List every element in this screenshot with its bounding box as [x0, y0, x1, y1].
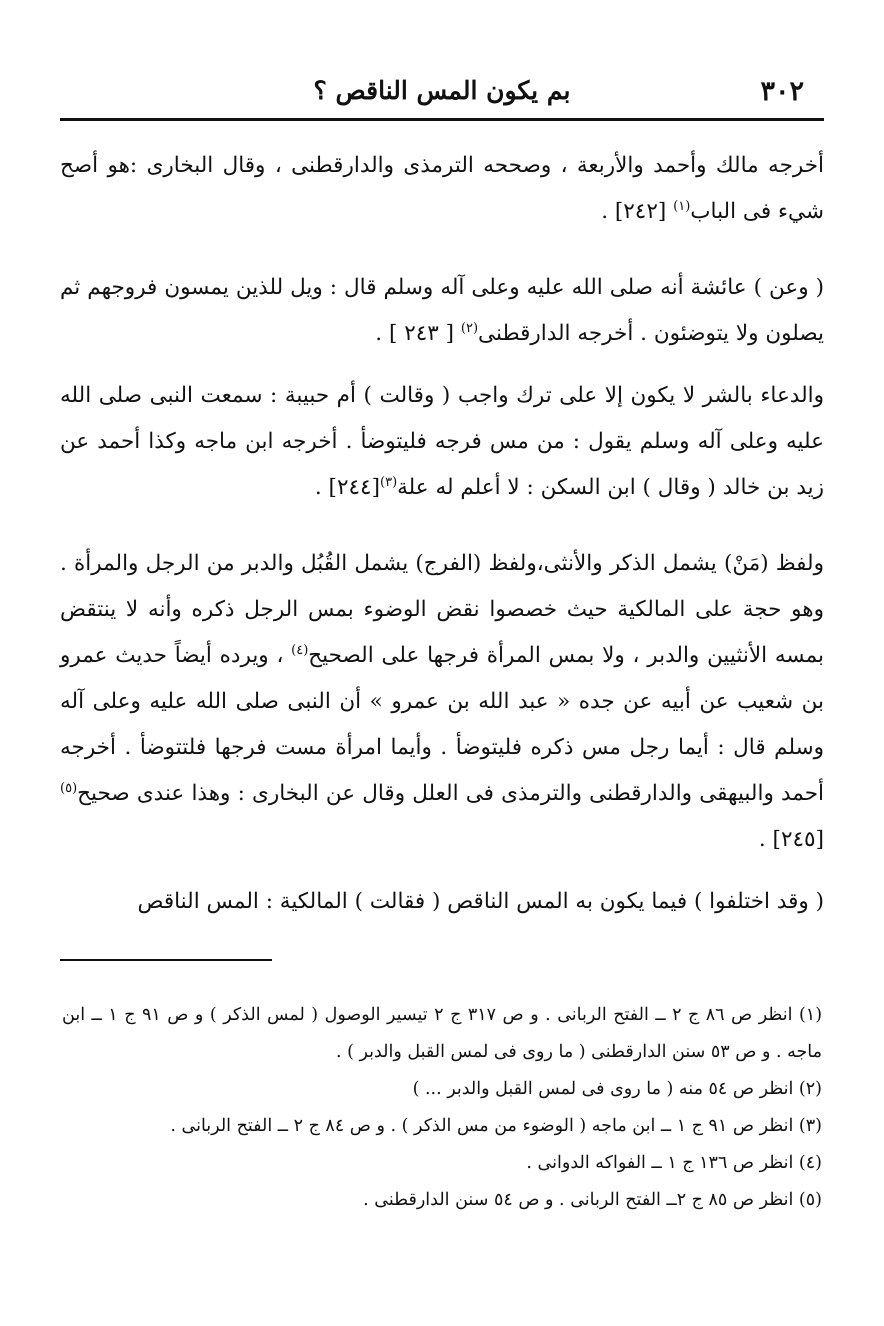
page-number: ٣٠٢ [760, 76, 804, 107]
footnotes [60, 997, 824, 1219]
footnote-4: (٤) انظر ص ١٣٦ ج ١ ــ الفواكه الدوانى . [526, 1153, 822, 1173]
main-text [60, 143, 824, 925]
footnote-ref-2: (٢) [460, 320, 479, 336]
footnote-ref-3: (٣) [380, 474, 398, 490]
running-header [60, 60, 824, 116]
page-title: بم يكون المس الناقص ؟ [313, 76, 571, 105]
paragraph-4: ولفظ (مَنْ) يشمل الذكر والأنثى،ولفظ (الفرج) يشمل القُبُل والدبر من الرجل والمرأة . وهو حجة على المالكية حيث خصصوا نقض الوضوء بمس الرجل ذكره وأنه لا ينتقض بمسه الأنثيين والدبر ، ولا بمس المرأة فرجها على الصحيح$^{(٤)}$ ، ويرده أيضاً حديث عمرو بن شعيب عن أبيه عن جده « عبد الله بن عمرو » أن النبى صلى الله عليه وعلى آله وسلم قال : أيما رجل مس ذكره فليتوضأ . وأيما امرأة مست فرجها فلتتوضأ . أخرجه أحمد والبيهقى والدارقطنى والترمذى فى العلل وقال عن البخارى : وهذا عندى صحيح$^{(٥)}$ [٢٤٥] . [60, 551, 824, 852]
footnote-rule [60, 959, 272, 961]
header-rule [60, 118, 824, 121]
footnote-ref-4: (٤) [291, 642, 309, 658]
footnote-3: (٣) انظر ص ٩١ ج ١ ــ ابن ماجه ( الوضوء من مس الذكر ) . و ص ٨٤ ج ٢ ــ الفتح الربانى . [170, 1116, 822, 1136]
footnote-2: (٢) انظر ص ٥٤ منه ( ما روى فى لمس القبل والدبر ... ) [412, 1079, 822, 1099]
paragraph-5: ( وقد اختلفوا ) فيما يكون به المس الناقص ( فقالت ) المالكية : المس الناقص [137, 889, 824, 914]
footnote-5: (٥) انظر ص ٨٥ ج ٢ــ الفتح الربانى . و ص ٥٤ سنن الدارقطنى . [363, 1190, 822, 1210]
paragraph-2: ( وعن ) عائشة أنه صلى الله عليه وعلى آله وسلم قال : ويل للذين يمسون فروجهم ثم يصلون ولا يتوضئون . أخرجه الدارقطنى$^{(٢)}$ [ ٢٤٣ ] . [60, 275, 824, 346]
footnote-ref-5: (٥) [60, 780, 78, 796]
paragraph-1: أخرجه مالك وأحمد والأربعة ، وصححه الترمذى والدارقطنى ، وقال البخارى :هو أصح شيء فى الباب$^{(١)}$ [٢٤٢] . [60, 153, 824, 224]
footnote-ref-1: (١) [673, 198, 691, 214]
footnote-1: (١) انظر ص ٨٦ ج ٢ ــ الفتح الربانى . و ص ٣١٧ ج ٢ تيسير الوصول ( لمس الذكر ) و ص ٩١ ج ١ ــ ابن ماجه . و ص ٥٣ سنن الدارقطنى ( ما روى فى لمس القبل والدبر ) . [62, 1005, 823, 1062]
paragraph-3: والدعاء بالشر لا يكون إلا على ترك واجب ( وقالت ) أم حبيبة : سمعت النبى صلى الله عليه وعلى آله وسلم يقول : من مس فرجه فليتوضأ . أخرجه ابن ماجه وكذا أحمد عن زيد بن خالد ( وقال ) ابن السكن : لا أعلم له علة$^{(٣)}$[٢٤٤] . [60, 383, 824, 500]
book-page [60, 60, 824, 1300]
